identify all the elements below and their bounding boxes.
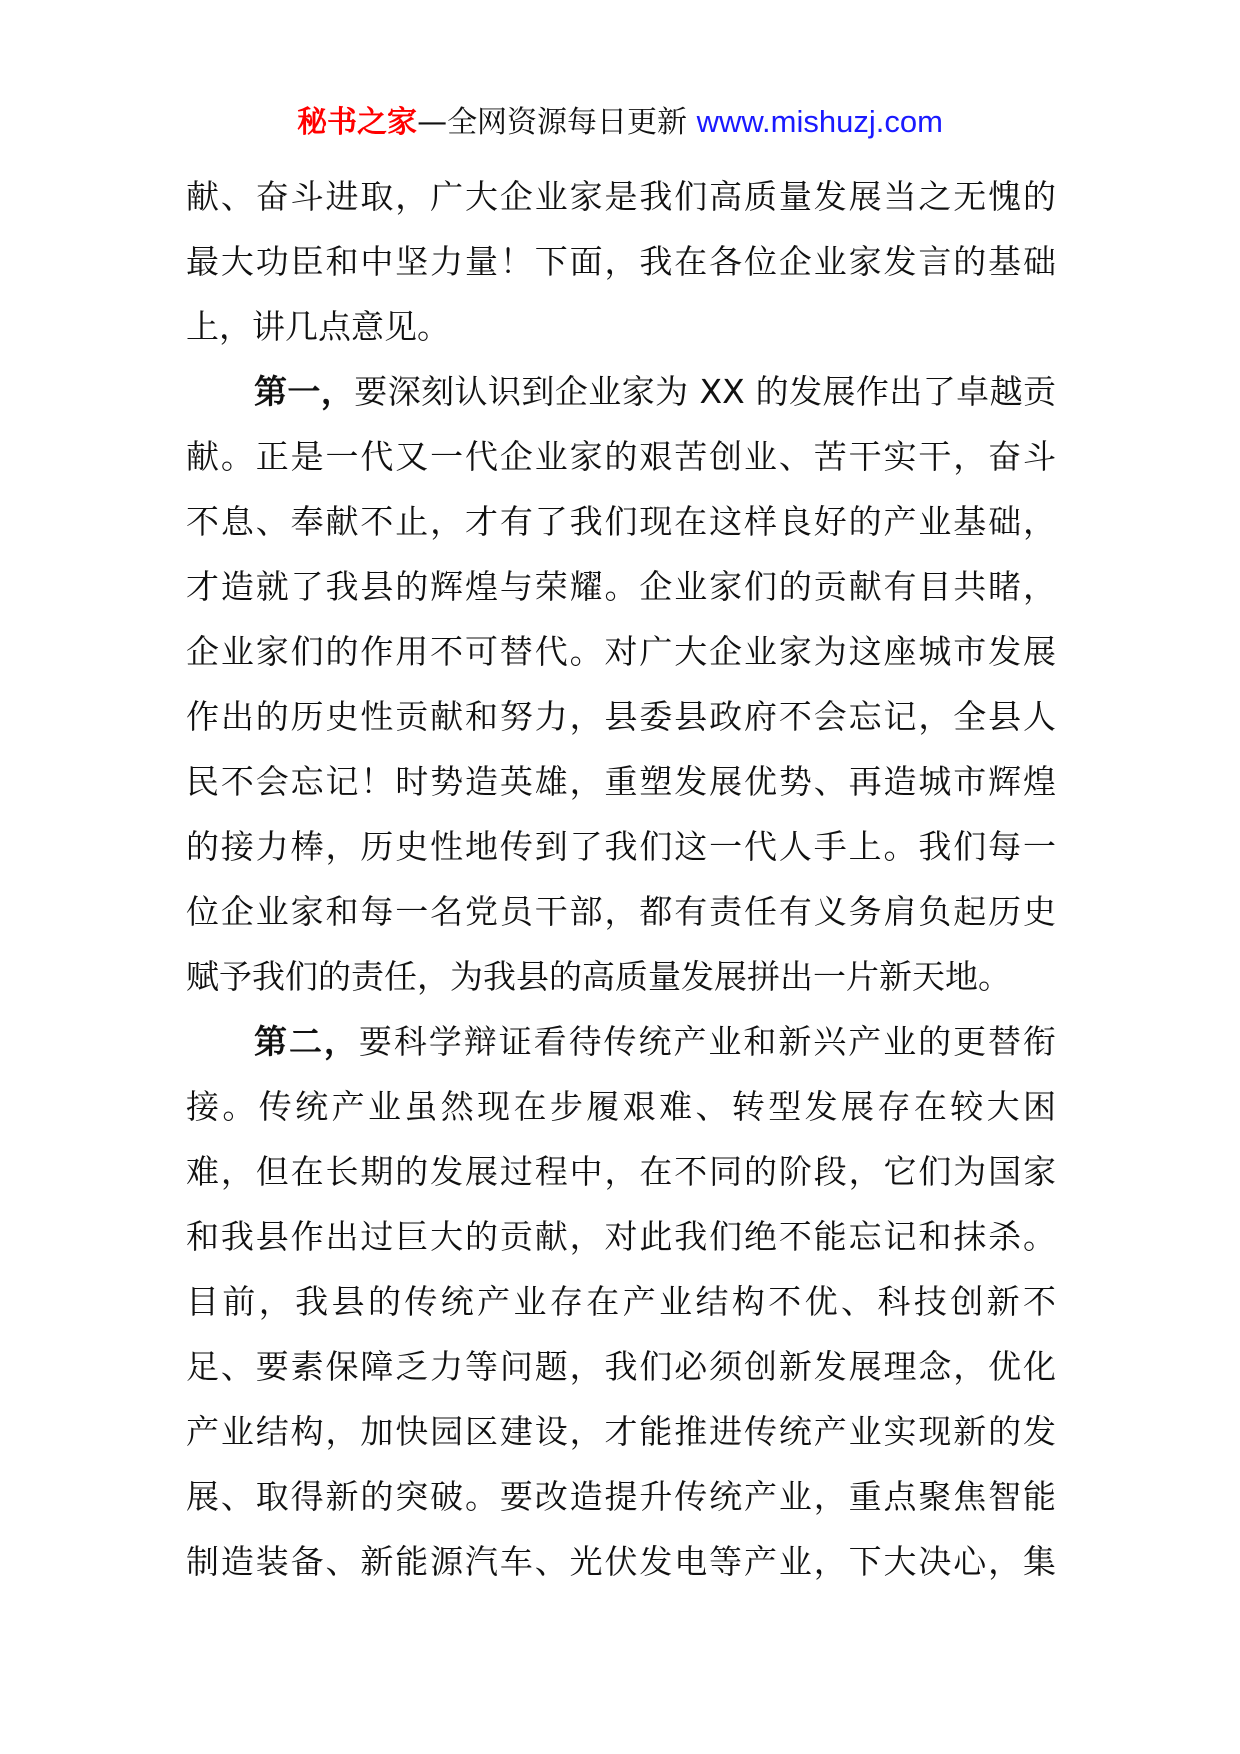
text-line: 不息、奉献不止，才有了我们现在这样良好的产业基础， [186, 502, 1056, 541]
text-line: 位企业家和每一名党员干部，都有责任有义务肩负起历史 [186, 892, 1056, 931]
text-line: 最大功臣和中坚力量！下面，我在各位企业家发言的基础 [186, 242, 1056, 281]
text-line: 作出的历史性贡献和努力，县委县政府不会忘记，全县人 [186, 697, 1056, 736]
text-line: 和我县作出过巨大的贡献，对此我们绝不能忘记和抹杀。 [186, 1217, 1056, 1256]
paragraph-first-line [186, 1009, 1056, 1074]
text-line: 难，但在长期的发展过程中，在不同的阶段，它们为国家 [186, 1152, 1056, 1191]
text-line: 产业结构，加快园区建设，才能推进传统产业实现新的发 [186, 1412, 1056, 1451]
text-line: 才造就了我县的辉煌与荣耀。企业家们的贡献有目共睹， [186, 567, 1056, 606]
text-line: 民不会忘记！时势造英雄，重塑发展优势、再造城市辉煌 [186, 762, 1056, 801]
text-line: 献。正是一代又一代企业家的艰苦创业、苦干实干，奋斗 [186, 437, 1056, 476]
text-line: 足、要素保障乏力等问题，我们必须创新发展理念，优化 [186, 1347, 1056, 1386]
paragraph-first-line [186, 359, 1056, 424]
text-line: 制造装备、新能源汽车、光伏发电等产业，下大决心，集 [186, 1542, 1056, 1581]
paragraph-lead: 第二， [254, 1022, 359, 1061]
paragraph-lead: 第一， [254, 372, 355, 411]
site-url[interactable]: www.mishuzj.com [696, 104, 943, 139]
text-run: 要深刻认识到企业家为 XX 的发展作出了卓越贡 [354, 372, 1056, 411]
header-tagline: —全网资源每日更新 [417, 105, 688, 140]
document-body [186, 164, 1056, 1594]
text-line: 接。传统产业虽然现在步履艰难、转型发展存在较大困 [186, 1087, 1056, 1126]
brand-name: 秘书之家 [297, 105, 418, 140]
text-line: 企业家们的作用不可替代。对广大企业家为这座城市发展 [186, 632, 1056, 671]
text-line: 目前，我县的传统产业存在产业结构不优、科技创新不 [186, 1282, 1056, 1321]
text-line: 的接力棒，历史性地传到了我们这一代人手上。我们每一 [186, 827, 1056, 866]
page-header [0, 100, 1240, 145]
text-run: 要科学辩证看待传统产业和新兴产业的更替衔 [358, 1022, 1057, 1061]
text-line: 赋予我们的责任，为我县的高质量发展拼出一片新天地。 [186, 957, 1011, 996]
text-line: 展、取得新的突破。要改造提升传统产业，重点聚焦智能 [186, 1477, 1056, 1516]
text-line: 上，讲几点意见。 [186, 307, 450, 346]
text-line: 献、奋斗进取，广大企业家是我们高质量发展当之无愧的 [186, 177, 1056, 216]
